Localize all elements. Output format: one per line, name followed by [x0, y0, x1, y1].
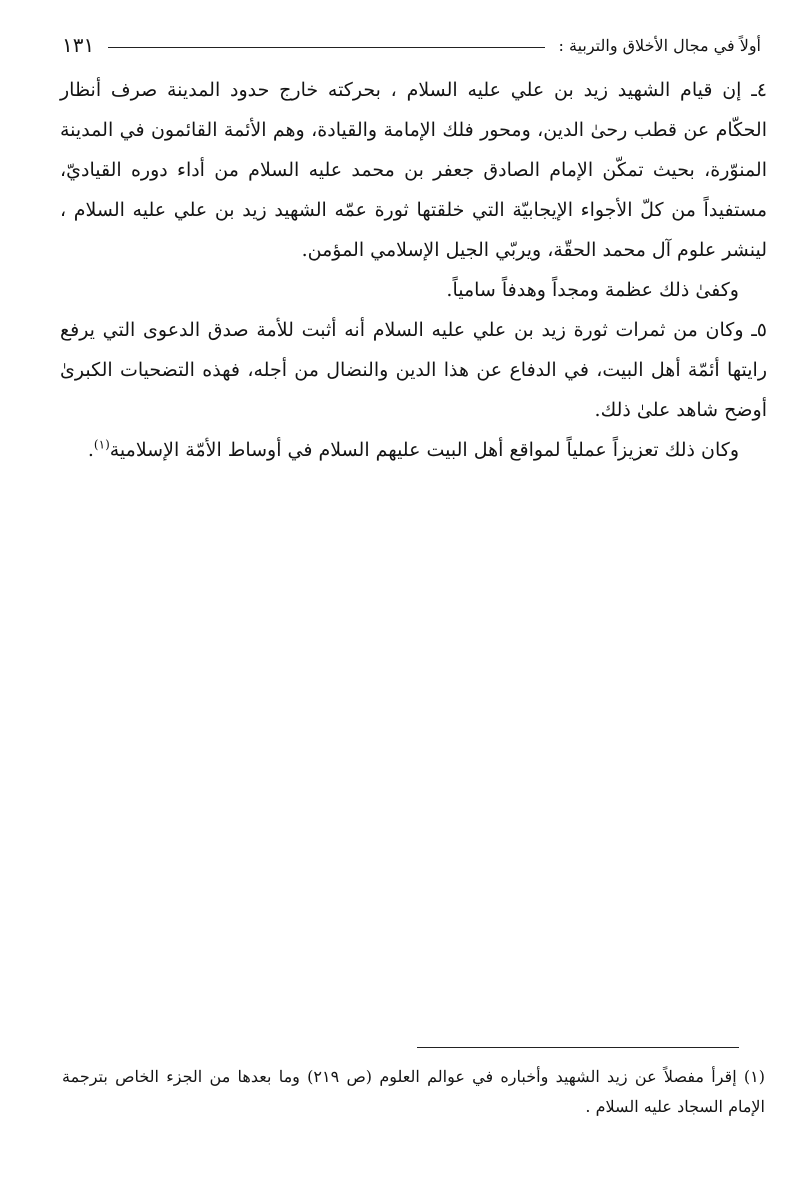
paragraph-kafa: وكفىٰ ذلك عظمة ومجداً وهدفاً سامياً.: [446, 279, 739, 301]
header-rule: [108, 47, 544, 48]
footnote-separator: [417, 1047, 739, 1048]
footnote-text: (١) إقرأ مفصلاً عن زيد الشهيد وأخباره في عوالم العلوم (ص ٢١٩) وما بعدها من الجزء الخاص بترجمة الإمام السجاد عليه السلام .: [62, 1067, 765, 1116]
closing-period: .: [87, 439, 94, 461]
closing-paragraph: [60, 430, 767, 470]
running-header: [62, 28, 761, 62]
paragraph-4: ٤ـ إن قيام الشهيد زيد بن علي عليه السلام ، بحركته خارج حدود المدينة صرف أنظار الحكّام عن قطب رحىٰ الدين، ومحور فلك الإمامة والقيادة، وهم الأئمة القائمون في المدينة المنوّرة، بحيث تمكّن الإمام الصادق جعفر بن محمد عليه السلام من أداء دوره القياديّ، مستفيداً من كلّ الأجواء الإيجابيّة التي خلقتها ثورة عمّه الشهيد زيد بن علي عليه السلام ، لينشر علوم آل محمد الحقّة، ويربّي الجيل الإسلامي المؤمن.: [60, 79, 767, 261]
footnote-reference: (١): [93, 437, 110, 452]
paragraph-5: ٥ـ وكان من ثمرات ثورة زيد بن علي عليه السلام أنه أثبت للأمة صدق الدعوى التي يرفع رايتها أئمّة أهل البيت، في الدفاع عن هذا الدين والنضال من أجله، فهذه التضحيات الكبرىٰ أوضح شاهد علىٰ ذلك.: [60, 319, 767, 421]
page-number: ١٣١: [62, 33, 95, 57]
closing-text: وكان ذلك تعزيزاً عملياً لمواقع أهل البيت عليهم السلام في أوساط الأمّة الإسلامية: [109, 439, 739, 461]
header-title: أولاً في مجال الأخلاق والتربية :: [558, 35, 761, 55]
body-text: [60, 70, 767, 470]
footnote: [62, 1062, 765, 1122]
